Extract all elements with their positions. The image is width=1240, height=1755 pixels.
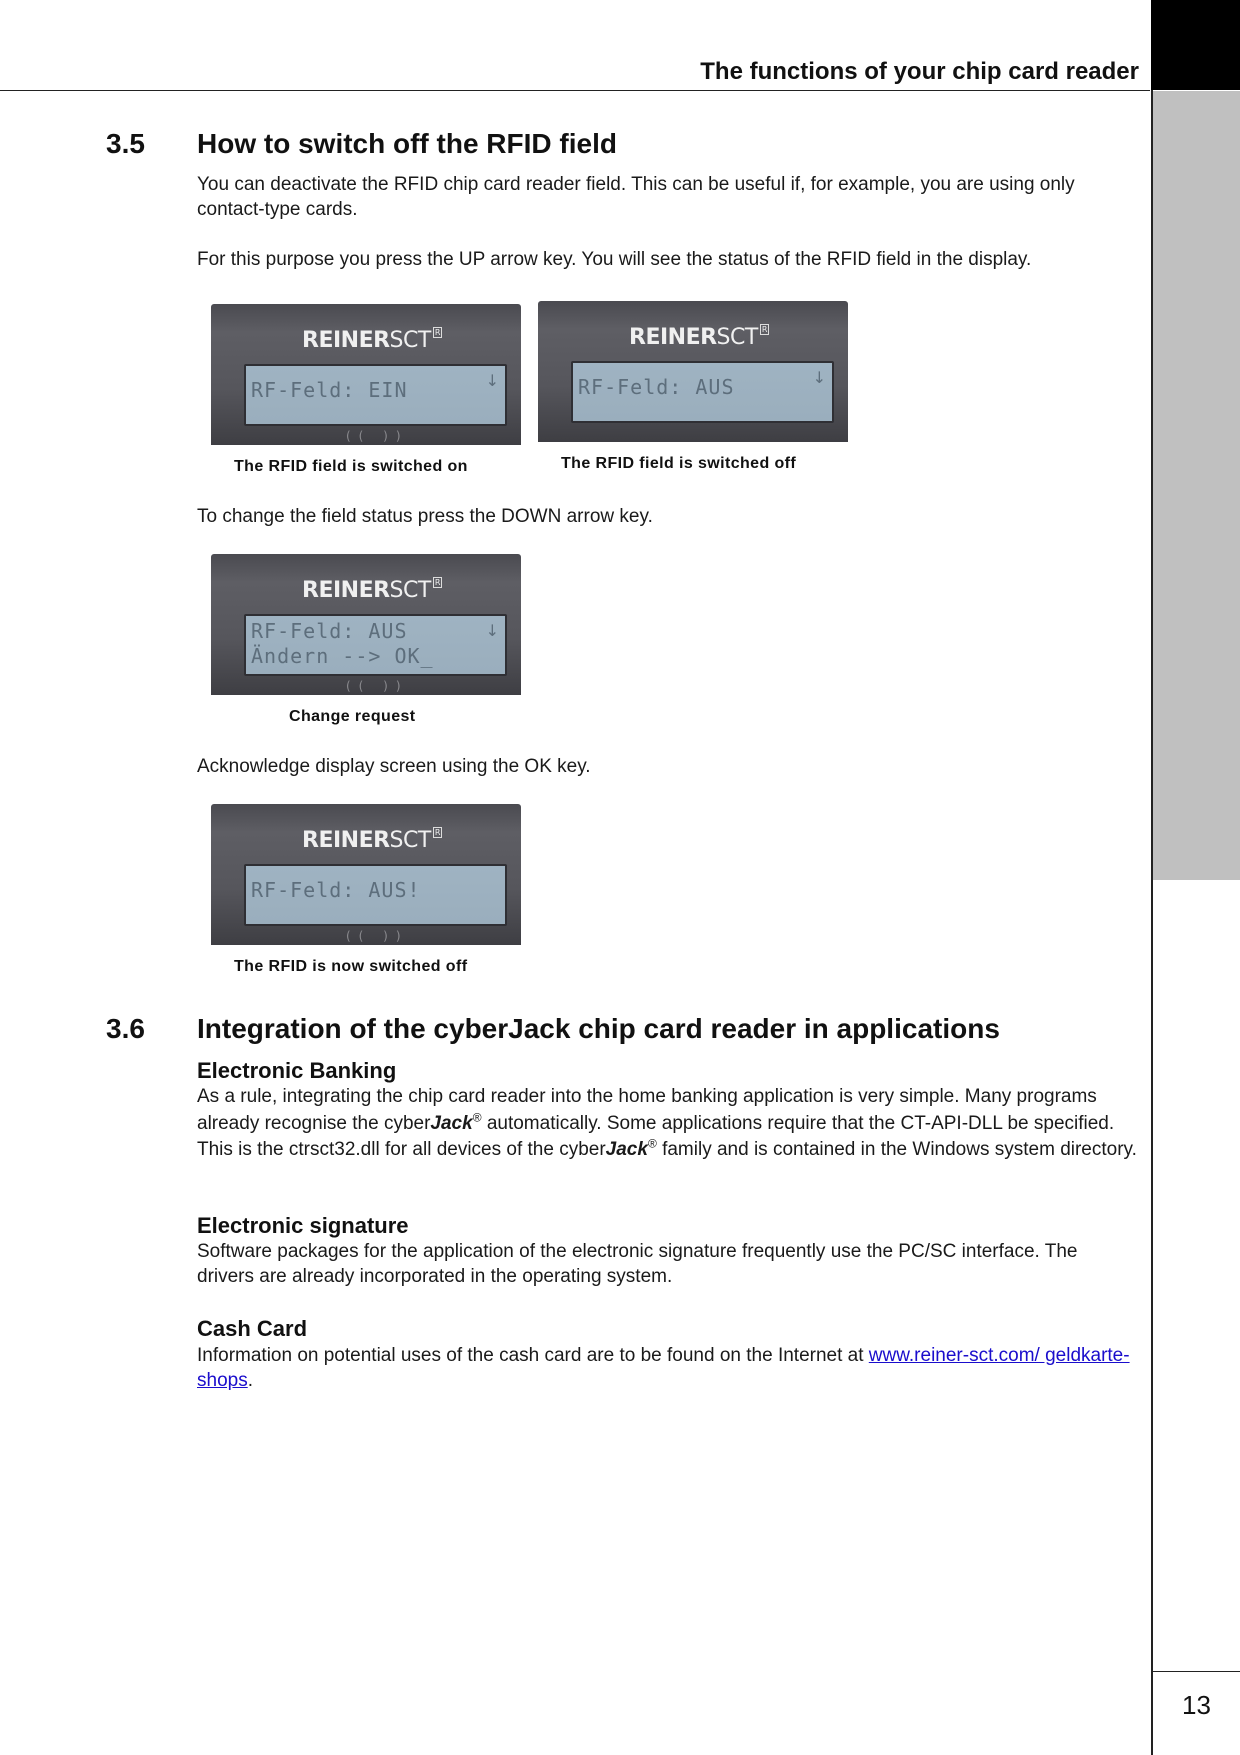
down-arrow-icon: ↓ bbox=[485, 621, 499, 640]
rfid-wave-icon: (( )) bbox=[346, 679, 409, 693]
right-rail-line bbox=[1151, 90, 1153, 1755]
page-number-rule bbox=[1153, 1671, 1240, 1672]
display-photo-rfid-now-off bbox=[211, 804, 521, 945]
geldkarte-shops-link[interactable]: www.reiner-sct.com/ geldkarte-shops bbox=[197, 1345, 1130, 1391]
section-tab-black bbox=[1151, 0, 1240, 90]
lcd-line-1: RF-Feld: EIN bbox=[251, 378, 408, 402]
section-title: Integration of the cyberJack chip card reader in applications bbox=[197, 1013, 1000, 1044]
brand-logo: REINERSCT $^R$ bbox=[629, 325, 767, 350]
lcd-line-1: RF-Feld: AUS bbox=[578, 375, 735, 399]
display-photo-change-request bbox=[211, 554, 521, 695]
paragraph-electronic-banking: As a rule, integrating the chip card reader into the home banking application is very simple. Many programs already recognise the cyberJack® automatically. Some applications require that the CT-API-DLL be specified. This is the ctrsct32.dll for all devices of the cyberJack® family and is contained in the Windows system directory. bbox=[197, 1086, 1137, 1160]
running-head: The functions of your chip card reader bbox=[700, 58, 1139, 85]
lcd-line-1: RF-Feld: AUS bbox=[251, 619, 408, 643]
brand-logo: REINERSCT $^R$ bbox=[302, 578, 440, 603]
lcd-line-2: Ändern --> OK_ bbox=[251, 644, 434, 668]
subheading-electronic-signature: Electronic signature bbox=[197, 1213, 409, 1238]
display-photo-rfid-off bbox=[538, 301, 848, 442]
rfid-wave-icon: (( )) bbox=[346, 929, 409, 943]
lcd-screen bbox=[244, 614, 507, 676]
header-rule bbox=[0, 90, 1150, 91]
paragraph: Acknowledge display screen using the OK key. bbox=[197, 756, 591, 777]
paragraph: To change the field status press the DOWN arrow key. bbox=[197, 506, 653, 527]
brand-logo: REINERSCT $^R$ bbox=[302, 328, 440, 353]
lcd-line-1: RF-Feld: AUS! bbox=[251, 878, 421, 902]
rfid-wave-icon: (( )) bbox=[346, 429, 409, 443]
lcd-screen bbox=[244, 864, 507, 926]
subheading-electronic-banking: Electronic Banking bbox=[197, 1058, 397, 1083]
down-arrow-icon: ↓ bbox=[812, 368, 826, 387]
figure-caption: The RFID field is switched on bbox=[234, 458, 468, 475]
figure-caption: The RFID field is switched off bbox=[561, 455, 797, 472]
section-number: 3.6 bbox=[106, 1013, 145, 1044]
section-tab-gray bbox=[1153, 91, 1240, 880]
figure-caption: Change request bbox=[289, 708, 416, 725]
paragraph: You can deactivate the RFID chip card reader field. This can be useful if, for example, you are using only contact-type cards. bbox=[197, 174, 1075, 220]
page-number: 13 bbox=[1182, 1690, 1211, 1720]
display-photo-rfid-on bbox=[211, 304, 521, 445]
figure-caption: The RFID is now switched off bbox=[234, 958, 468, 975]
section-title: How to switch off the RFID field bbox=[197, 128, 617, 159]
down-arrow-icon: ↓ bbox=[485, 371, 499, 390]
paragraph: For this purpose you press the UP arrow key. You will see the status of the RFID field in the display. bbox=[197, 249, 1032, 270]
paragraph-electronic-signature: Software packages for the application of the electronic signature frequently use the PC/SC interface. The drivers are already incorporated in the operating system. bbox=[197, 1241, 1078, 1287]
section-number: 3.5 bbox=[106, 128, 145, 159]
paragraph-cash-card: Information on potential uses of the cash card are to be found on the Internet at www.reiner-sct.com/ geldkarte-shops. bbox=[197, 1345, 1130, 1391]
subheading-cash-card: Cash Card bbox=[197, 1316, 308, 1341]
lcd-screen bbox=[244, 364, 507, 426]
brand-logo: REINERSCT $^R$ bbox=[302, 828, 440, 853]
lcd-screen bbox=[571, 361, 834, 423]
